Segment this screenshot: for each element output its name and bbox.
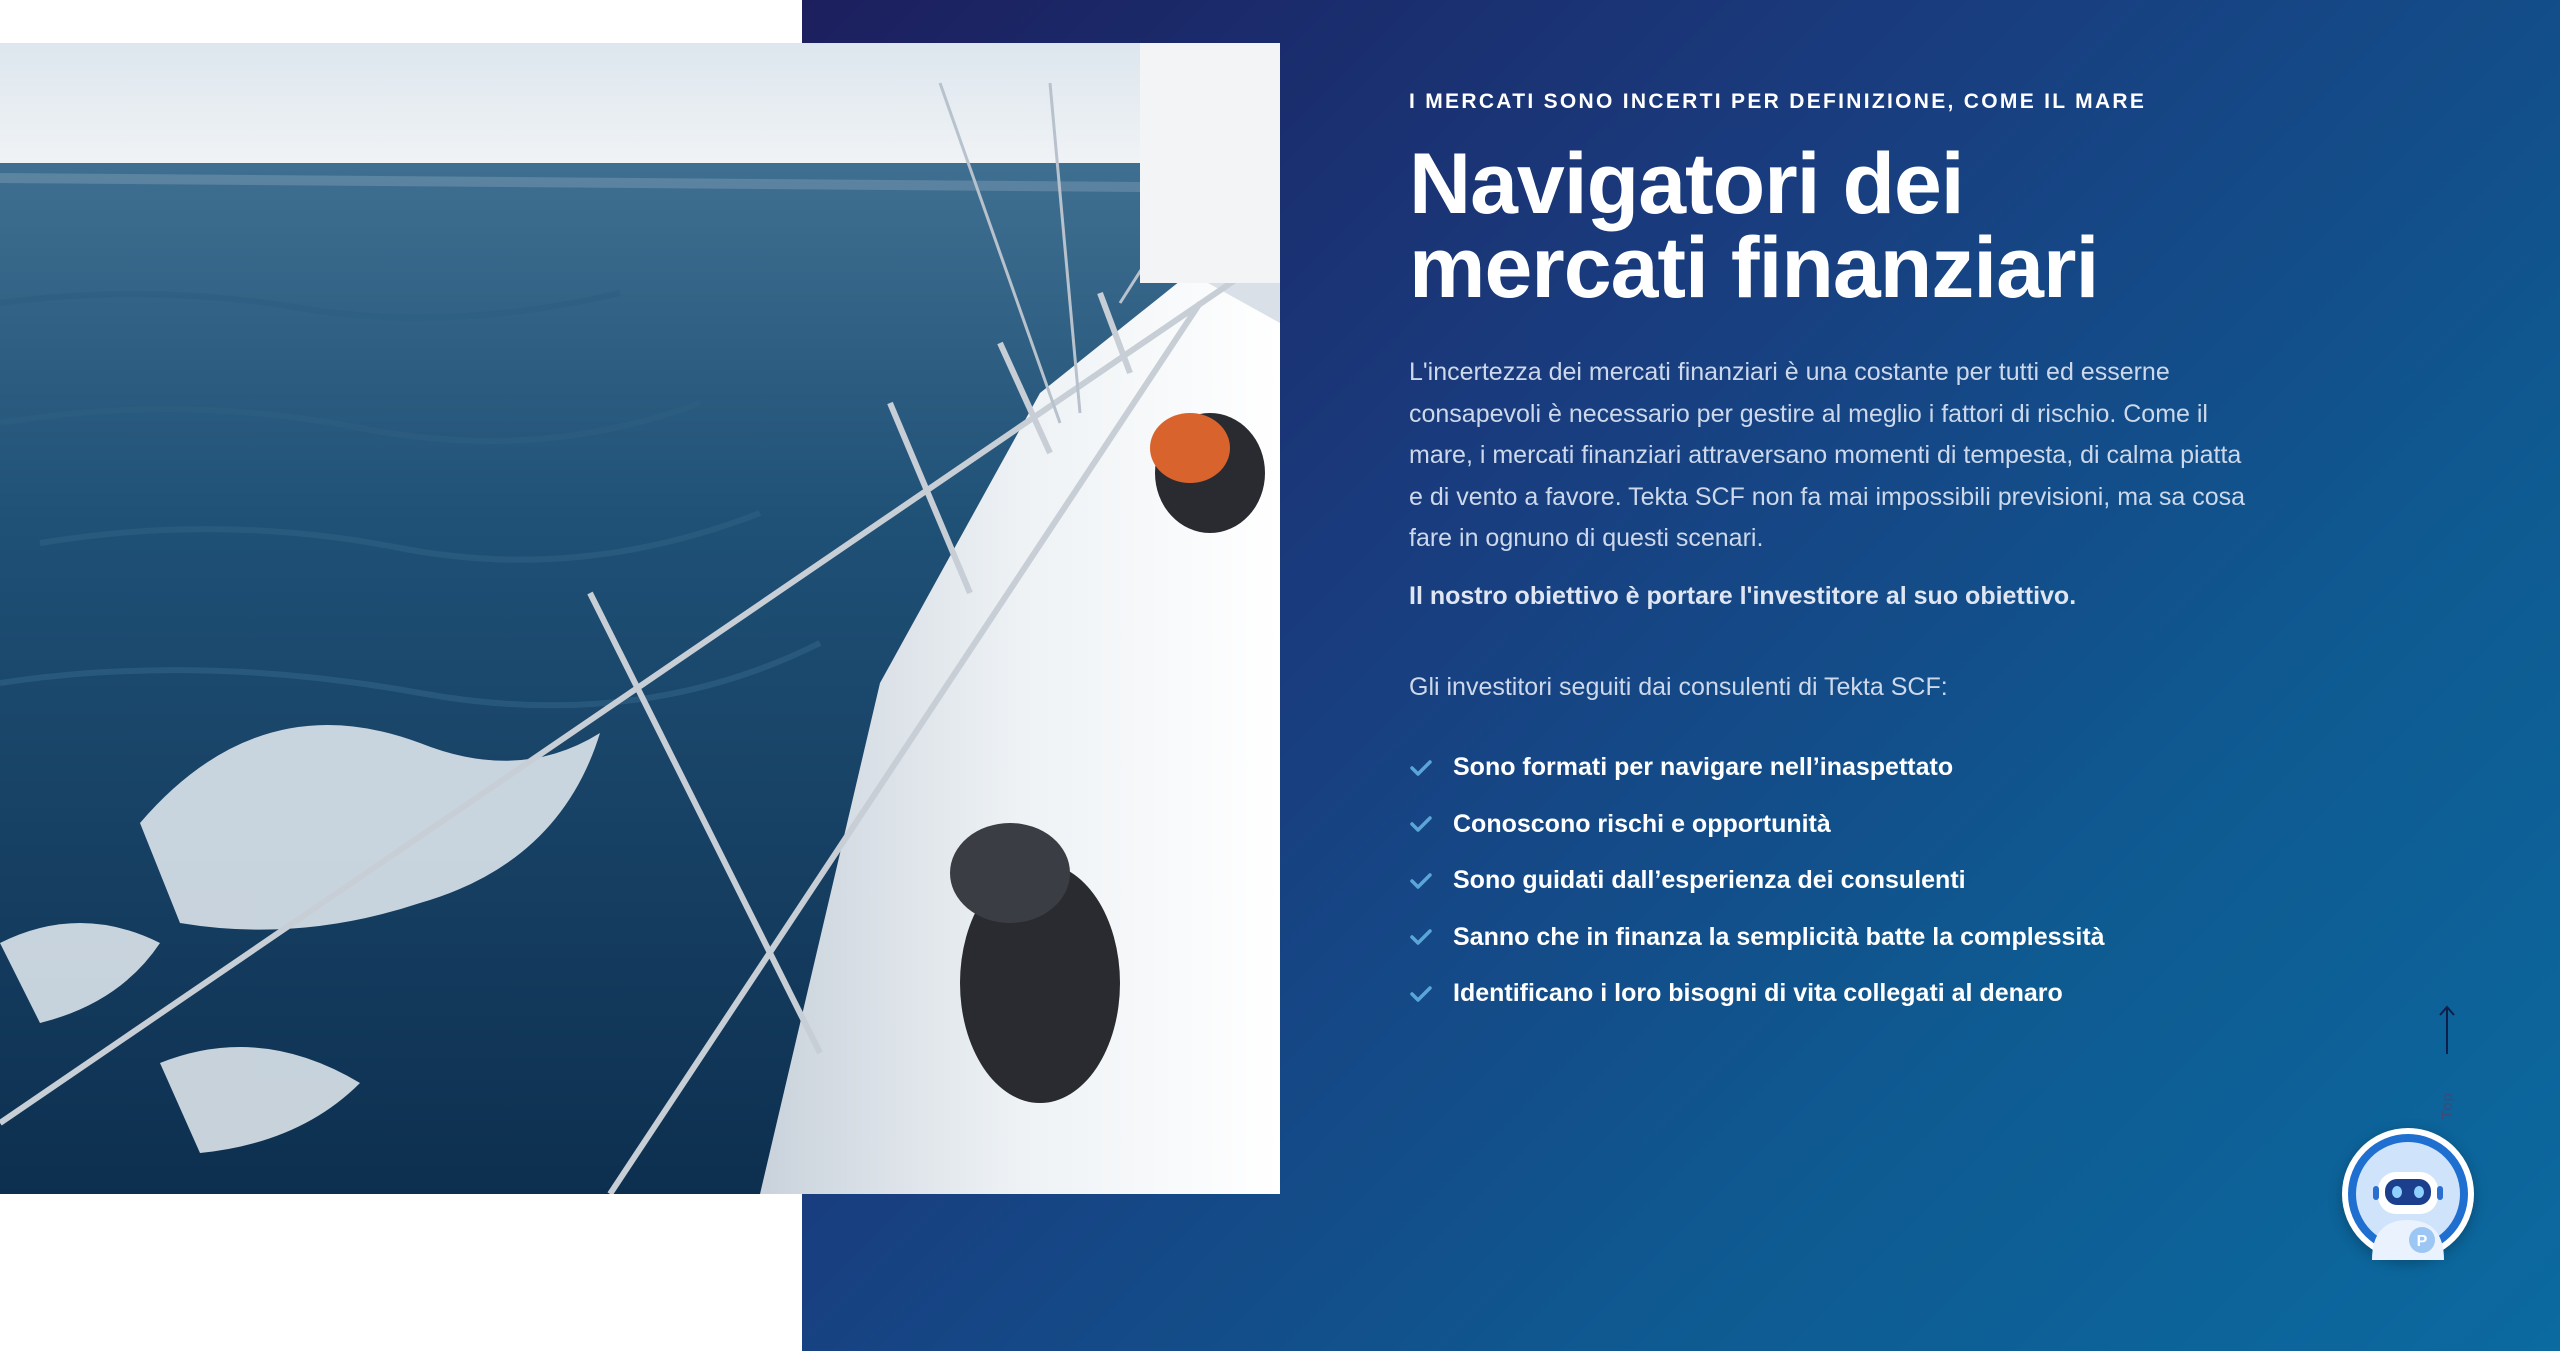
checklist-item-label: Identificano i loro bisogni di vita collegati al denaro bbox=[1453, 979, 2063, 1008]
robot-icon bbox=[2342, 1128, 2474, 1260]
goal-statement: Il nostro obiettivo è portare l'investitore al suo obiettivo. bbox=[1409, 581, 2077, 610]
checklist-item-label: Sono guidati dall’esperienza dei consulenti bbox=[1453, 866, 1966, 895]
checklist-item bbox=[1409, 740, 2279, 797]
checklist-item-label: Conoscono rischi e opportunità bbox=[1453, 809, 1831, 838]
checkmark-icon bbox=[1409, 984, 1433, 1004]
scroll-to-top-label: Top bbox=[2438, 1092, 2456, 1120]
scroll-to-top-button[interactable] bbox=[2432, 1004, 2462, 1134]
title-line-2: mercati finanziari bbox=[1409, 220, 2099, 316]
svg-text:P: P bbox=[2416, 1233, 2428, 1250]
checkmark-icon bbox=[1409, 927, 1433, 947]
checklist-item-label: Sono formati per navigare nell’inaspettato bbox=[1453, 753, 1954, 782]
content-column bbox=[1409, 90, 2279, 1022]
checkmark-icon bbox=[1409, 814, 1433, 834]
sailboat-photo bbox=[0, 43, 1280, 1194]
investors-lead: Gli investitori seguiti dai consulenti di Tekta SCF: bbox=[1409, 672, 1948, 701]
arrow-up-icon bbox=[2436, 1004, 2458, 1056]
benefits-checklist bbox=[1409, 740, 2279, 1023]
section-kicker: I MERCATI SONO INCERTI PER DEFINIZIONE, COME IL MARE bbox=[1409, 90, 2147, 113]
chatbot-launcher[interactable] bbox=[2342, 1128, 2474, 1260]
title-line-1: Navigatori dei bbox=[1409, 136, 1964, 232]
checklist-item bbox=[1409, 796, 2279, 853]
sailboat-illustration bbox=[0, 43, 1280, 1194]
checkmark-icon bbox=[1409, 871, 1433, 891]
intro-paragraph: L'incertezza dei mercati finanziari è una costante per tutti ed esserne consapevoli è necessario per gestire al meglio i fattori di rischio. Come il mare, i mercati finanziari attraversano momenti di tempesta, di calma piatta e di vento a favore. Tekta SCF non fa mai impossibili previsioni, ma sa cosa fare in ognuno di questi scenari. bbox=[1409, 358, 2246, 552]
checkmark-icon bbox=[1409, 758, 1433, 778]
page-title bbox=[1409, 136, 2279, 316]
checklist-item bbox=[1409, 909, 2279, 966]
checklist-item bbox=[1409, 966, 2279, 1023]
checklist-item bbox=[1409, 853, 2279, 910]
checklist-item-label: Sanno che in finanza la semplicità batte la complessità bbox=[1453, 922, 2105, 951]
